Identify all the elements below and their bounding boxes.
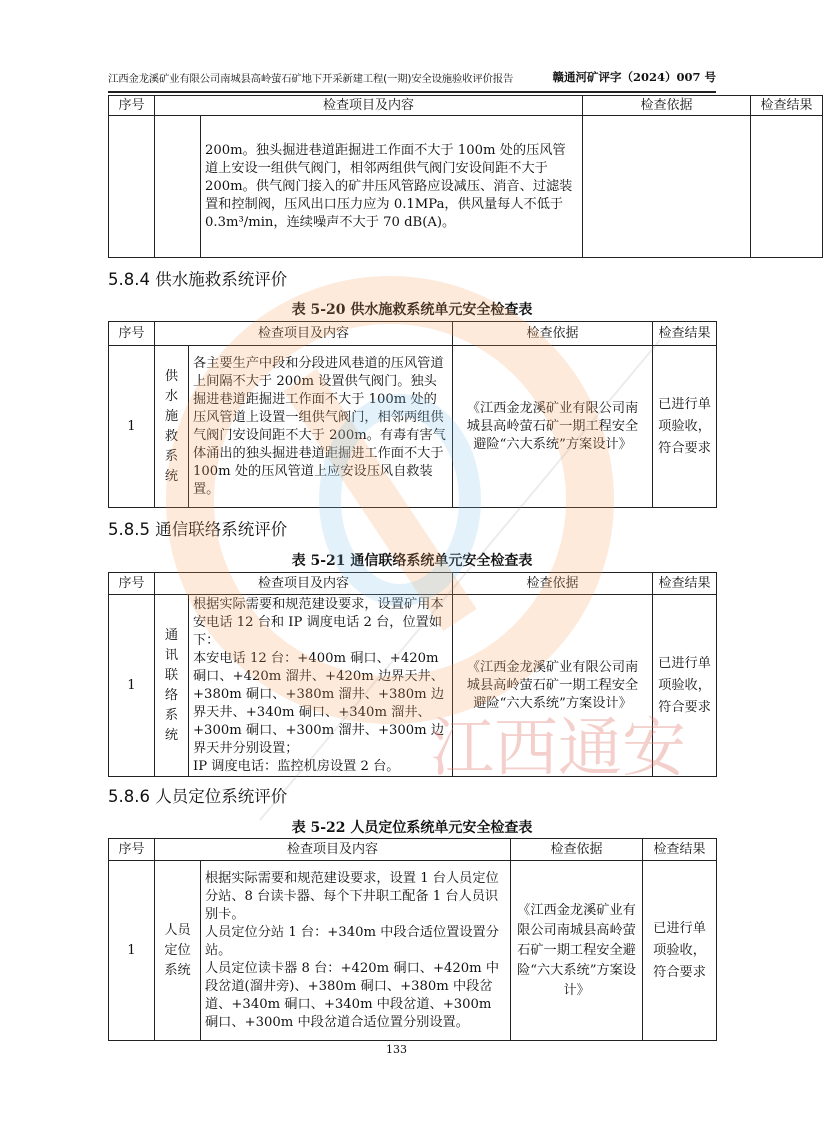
section-title-585: 5.8.5 通信联络系统评价	[108, 520, 288, 539]
table-520	[108, 321, 717, 508]
row-content	[189, 595, 453, 777]
table-header-row	[109, 839, 717, 861]
row-seq: 1	[109, 346, 155, 508]
row-seq: 1	[109, 595, 155, 777]
table-522	[108, 838, 717, 1041]
row-basis: 《江西金龙溪矿业有限公司南城县高岭萤石矿一期工程安全避险“六大系统”方案设计》	[511, 861, 643, 1041]
row-content	[201, 861, 511, 1041]
content-line: 本安电话 12 台：+400m 硐口、+420m 硐口、+420m 溜井、+420m 边界天井、+380m 硐口、+380m 溜井、+380m 边界天井、+340m 硐口、+340m 溜井、+300m 硐口、+300m 溜井、+300m 边界天井分别设置；	[193, 650, 445, 756]
col-result: 检查结果	[643, 839, 717, 861]
col-basis: 检查依据	[453, 573, 653, 595]
table-row	[109, 346, 717, 508]
row-seq: 1	[109, 861, 155, 1041]
row-category: 人员定位系统	[155, 861, 201, 1041]
col-item: 检查项目及内容	[155, 96, 583, 116]
table-row	[109, 116, 823, 258]
col-item: 检查项目及内容	[155, 573, 453, 595]
table-header-row	[109, 96, 823, 116]
page-number: 133	[386, 1043, 407, 1056]
row-basis: 《江西金龙溪矿业有限公司南城县高岭萤石矿一期工程安全避险“六大系统”方案设计》	[453, 595, 653, 777]
table-caption-522: 表 5-22 人员定位系统单元安全检查表	[291, 820, 533, 836]
col-seq: 序号	[109, 839, 155, 861]
row-category: 供水施救系统	[155, 346, 189, 508]
table-header-row	[109, 573, 717, 595]
content-line: 人员定位分站 1 台：+340m 中段合适位置设置分站。	[205, 924, 499, 958]
content-line: 人员定位读卡器 8 台：+420m 硐口、+420m 中段岔道(溜井旁)、+380m 硐口、+380m 中段岔道、+340m 硐口、+340m 中段岔道、+300m 硐口、+300m 中段岔道合适位置分别设置。	[205, 960, 500, 1030]
table-caption-521: 表 5-21 通信联络系统单元安全检查表	[291, 553, 533, 569]
report-title: 江西金龙溪矿业有限公司南城县高岭萤石矿地下开采新建工程(一期)安全设施验收评价报告	[108, 73, 514, 85]
col-basis: 检查依据	[453, 322, 653, 346]
content-line: 根据实际需要和规范建设要求，设置矿用本安电话 12 台和 IP 调度电话 2 台，位置如下：	[193, 596, 444, 648]
page-header	[108, 70, 716, 90]
col-basis: 检查依据	[583, 96, 751, 116]
section-title-586: 5.8.6 人员定位系统评价	[108, 787, 288, 806]
table-row	[109, 861, 717, 1041]
row-result: 已进行单项验收，符合要求	[643, 861, 717, 1041]
col-seq: 序号	[109, 573, 155, 595]
content-line: 根据实际需要和规范建设要求，设置 1 台人员定位分站、8 台读卡器、每个下井职工配备 1 台人员识别卡。	[205, 870, 499, 922]
table-header-row	[109, 322, 717, 346]
col-item: 检查项目及内容	[155, 322, 453, 346]
col-result: 检查结果	[751, 96, 823, 116]
section-title-584: 5.8.4 供水施救系统评价	[108, 270, 288, 289]
header-divider	[108, 91, 716, 93]
row-category: 通讯联络系统	[155, 595, 189, 777]
table-521	[108, 572, 717, 777]
row-content: 各主要生产中段和分段进风巷道的压风管道上间隔不大于 200m 设置供气阀门。独头掘进巷道距掘进工作面不大于 100m 处的压风管道上设置一组供气阀门，相邻两组供气阀门安设间距不大于 200m。有毒有害气体涌出的独头掘进巷道距掘进工作面不大于 100m 处的压风管道上应安设压风自救装置。	[189, 346, 453, 508]
row-basis: 《江西金龙溪矿业有限公司南城县高岭萤石矿一期工程安全避险“六大系统”方案设计》	[453, 346, 653, 508]
row-content: 200m。独头掘进巷道距掘进工作面不大于 100m 处的压风管道上安设一组供气阀门，相邻两组供气阀门安设间距不大于 200m。供气阀门接入的矿井压风管路应设减压、消音、过滤装置和控制阀，压风出口压力应为 0.1MPa，供风量每人不低于 0.3m³/min，连续噪声不大于 70 dB(A)。	[201, 116, 583, 258]
report-number: 赣通河矿评字（2024）007 号	[552, 70, 716, 84]
watermark-text: 江西通安	[430, 712, 686, 786]
col-result: 检查结果	[653, 573, 717, 595]
table-caption-520: 表 5-20 供水施救系统单元安全检查表	[291, 302, 533, 318]
col-item: 检查项目及内容	[155, 839, 511, 861]
col-result: 检查结果	[653, 322, 717, 346]
content-line: IP 调度电话：监控机房设置 2 台。	[193, 758, 400, 774]
continued-table	[108, 95, 823, 258]
row-result: 已进行单项验收，符合要求	[653, 346, 717, 508]
col-basis: 检查依据	[511, 839, 643, 861]
row-result: 已进行单项验收，符合要求	[653, 595, 717, 777]
col-seq: 序号	[109, 322, 155, 346]
table-row	[109, 595, 717, 777]
col-seq: 序号	[109, 96, 155, 116]
